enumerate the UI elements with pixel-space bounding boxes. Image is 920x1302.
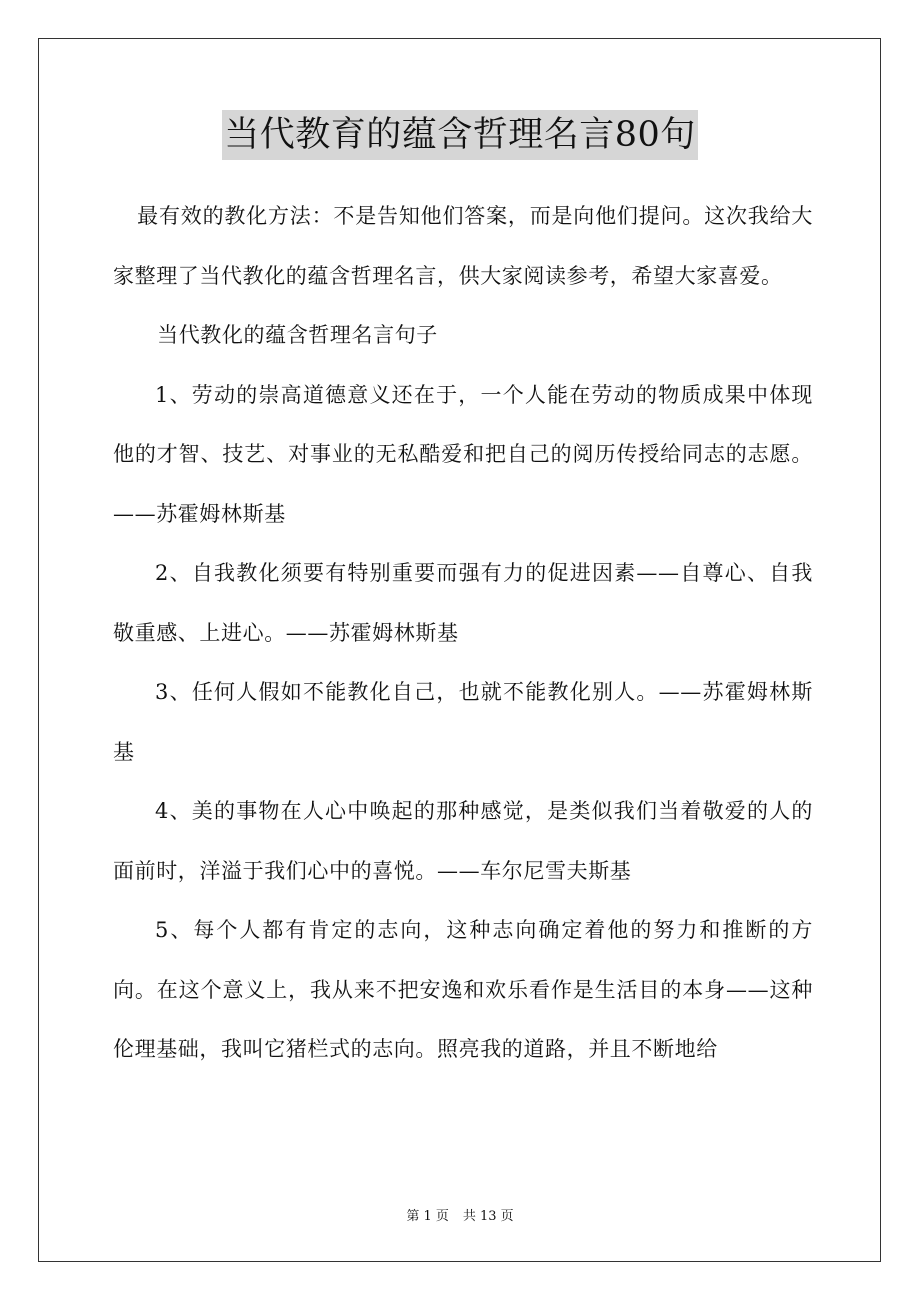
page-footer [0, 1207, 920, 1227]
quote-paragraph-3: 3、任何人假如不能教化自己，也就不能教化别人。——苏霍姆林斯基 [113, 680, 813, 764]
intro-paragraph: 最有效的教化方法：不是告知他们答案，而是向他们提问。这次我给大家整理了当代教化的蕴含哲理名言，供大家阅读参考，希望大家喜爱。 [113, 204, 813, 288]
section-heading: 当代教化的蕴含哲理名言句子 [157, 323, 438, 347]
quote-paragraph-1: 1、劳动的崇高道德意义还在于，一个人能在劳动的物质成果中体现他的才智、技艺、对事业的无私酷爱和把自己的阅历传授给同志的志愿。——苏霍姆林斯基 [113, 382, 813, 526]
page-total: 共 13 页 [462, 1209, 514, 1224]
quote-paragraph-4: 4、美的事物在人心中唤起的那种感觉，是类似我们当着敬爱的人的面前时，洋溢于我们心中的喜悦。——车尔尼雪夫斯基 [113, 799, 813, 883]
page-number: 第 1 页 [406, 1209, 449, 1224]
document-title: 当代教育的蕴含哲理名言80句 [222, 110, 698, 160]
document-body [113, 187, 813, 1080]
quote-paragraph-2: 2、自我教化须要有特别重要而强有力的促进因素——自尊心、自我敬重感、上进心。——苏霍姆林斯基 [113, 561, 813, 645]
quote-paragraph-5: 5、每个人都有肯定的志向，这种志向确定着他的努力和推断的方向。在这个意义上，我从来不把安逸和欢乐看作是生活目的本身——这种伦理基础，我叫它猪栏式的志向。照亮我的道路，并且不断地给 [113, 918, 813, 1061]
title-block [0, 110, 920, 160]
